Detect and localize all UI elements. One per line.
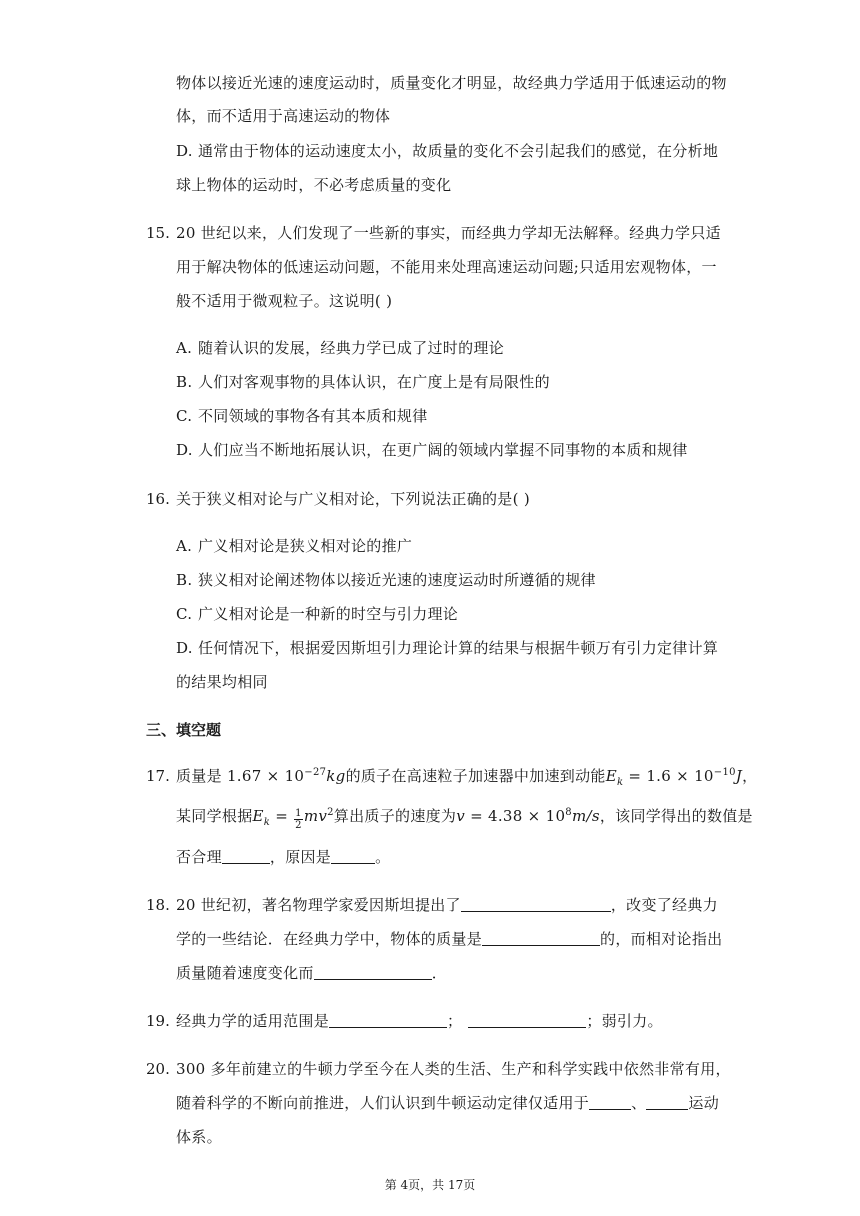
- mass-value: 1.67 × 10: [226, 767, 305, 785]
- q20-line1: 300 多年前建立的牛顿力学至今在人类的生活、生产和科学实践中依然非常有用，: [176, 1060, 731, 1078]
- q18-line1: [176, 895, 718, 915]
- q17-line2: [176, 806, 753, 831]
- option-text: 广义相对论是一种新的时空与引力理论: [198, 605, 459, 623]
- option-letter: B.: [176, 571, 193, 589]
- text: ，该同学得出的数值是: [599, 807, 753, 825]
- q20-number: 20.: [146, 1060, 170, 1078]
- q16-option-d: [176, 638, 718, 658]
- answer-blank[interactable]: [461, 896, 611, 912]
- option-letter: B.: [176, 373, 193, 391]
- option-text: 任何情况下，根据爱因斯坦引力理论计算的结果与根据牛顿万有引力定律计算: [198, 639, 719, 657]
- text: 算出质子的速度为: [333, 807, 457, 825]
- q14-option-d-line2: 球上物体的运动时，不必考虑质量的变化: [176, 176, 452, 194]
- q16-option-d-line2: 的结果均相同: [176, 673, 268, 691]
- fraction-numerator: 1: [295, 808, 302, 819]
- fraction-half: [294, 808, 303, 831]
- option-letter: D.: [176, 441, 193, 459]
- text: ；弱引力。: [586, 1012, 663, 1030]
- option-text: 随着认识的发展，经典力学已成了过时的理论: [198, 339, 505, 357]
- answer-blank[interactable]: [222, 848, 270, 864]
- q15-option-a: [176, 338, 504, 358]
- velocity-unit: m/s: [571, 807, 600, 825]
- q16-number: 16.: [146, 490, 170, 508]
- answer-blank[interactable]: [468, 1012, 586, 1028]
- q17-number: 17.: [146, 767, 170, 785]
- q14-option-d: [176, 141, 718, 161]
- text: ；: [447, 1012, 463, 1030]
- q19-number: 19.: [146, 1012, 170, 1030]
- q16-option-a: [176, 536, 412, 556]
- velocity-exponent: 8: [565, 807, 572, 818]
- mv-term: mv: [303, 807, 328, 825]
- q20-line3: 体系。: [176, 1128, 222, 1146]
- option-letter: C.: [176, 407, 193, 425]
- text: 质量随着速度变化而: [176, 964, 314, 982]
- q15-line2: 用于解决物体的低速运动问题，不能用来处理高速运动问题;只适用宏观物体，一: [176, 258, 717, 276]
- q15-option-c: [176, 406, 428, 426]
- text: ，改变了经典力: [610, 896, 718, 914]
- equals: =: [270, 807, 294, 825]
- text: 。: [375, 848, 391, 866]
- option-letter: A.: [176, 339, 193, 357]
- answer-blank[interactable]: [329, 1012, 447, 1028]
- text: 运动: [688, 1094, 720, 1112]
- velocity-symbol: v: [456, 807, 465, 825]
- text: 质量是: [176, 767, 227, 785]
- q18-line3: [176, 963, 447, 983]
- energy-symbol: E: [252, 807, 264, 825]
- q16-option-b: [176, 570, 596, 590]
- mass-unit: kg: [326, 767, 346, 785]
- mv-exponent: 2: [327, 807, 334, 818]
- q18-number: 18.: [146, 896, 170, 914]
- text: 某同学根据: [176, 807, 253, 825]
- energy-value: = 1.6 × 10: [623, 767, 714, 785]
- q17-line1: [176, 766, 757, 786]
- energy-subscript: k: [616, 777, 624, 788]
- option-text: 人们对客观事物的具体认识，在广度上是有局限性的: [198, 373, 550, 391]
- option-text: 狭义相对论阐述物体以接近光速的速度运动时所遵循的规律: [198, 571, 596, 589]
- text: 否合理: [176, 848, 222, 866]
- option-letter: A.: [176, 537, 193, 555]
- option-text: 不同领域的事物各有其本质和规律: [198, 407, 428, 425]
- answer-blank[interactable]: [646, 1094, 688, 1110]
- q15-number: 15.: [146, 224, 170, 242]
- text: 的，而相对论指出: [600, 930, 723, 948]
- q15-option-b: [176, 372, 550, 392]
- q15-line3: 般不适用于微观粒子。这说明( ): [176, 292, 393, 310]
- q17-line3: [176, 847, 390, 867]
- page-footer: 第 4页，共 17页: [384, 1178, 476, 1192]
- option-letter: D.: [176, 142, 193, 160]
- energy-exponent: −10: [713, 767, 736, 778]
- text: 经典力学的适用范围是: [176, 1012, 330, 1030]
- energy-unit: J: [735, 767, 743, 785]
- text: 、: [631, 1094, 647, 1112]
- q16-line1: 关于狭义相对论与广义相对论，下列说法正确的是( ): [176, 490, 530, 508]
- text: ．: [431, 964, 448, 982]
- answer-blank[interactable]: [482, 930, 600, 946]
- text: ，原因是: [269, 848, 332, 866]
- option-text: 通常由于物体的运动速度太小，故质量的变化不会引起我们的感觉，在分析地: [198, 142, 719, 160]
- answer-blank[interactable]: [314, 964, 432, 980]
- answer-blank[interactable]: [589, 1094, 631, 1110]
- q20-line2: [176, 1093, 719, 1113]
- fraction-denominator: 2: [295, 820, 302, 831]
- q18-line2: [176, 929, 722, 949]
- text: 20 世纪初，著名物理学家爱因斯坦提出了: [176, 896, 461, 914]
- energy-symbol: E: [605, 767, 617, 785]
- text: 的质子在高速粒子加速器中加速到动能: [345, 767, 606, 785]
- q15-line1: 20 世纪以来，人们发现了一些新的事实，而经典力学却无法解释。经典力学只适: [176, 224, 721, 242]
- q19-line1: [176, 1011, 663, 1031]
- text: 学的一些结论．在经典力学中，物体的质量是: [176, 930, 483, 948]
- section-heading: 三、填空题: [146, 721, 222, 739]
- option-letter: D.: [176, 639, 193, 657]
- q14-line2: 体，而不适用于高速运动的物体: [176, 107, 391, 125]
- q14-line1: 物体以接近光速的速度运动时，质量变化才明显，故经典力学适用于低速运动的物: [176, 74, 727, 92]
- text: ，: [742, 767, 758, 785]
- q16-option-c: [176, 604, 458, 624]
- q15-option-d: [176, 440, 688, 460]
- answer-blank[interactable]: [331, 848, 375, 864]
- velocity-value: = 4.38 × 10: [465, 807, 566, 825]
- text: 随着科学的不断向前推进，人们认识到牛顿运动定律仅适用于: [176, 1094, 590, 1112]
- mass-exponent: −27: [304, 767, 327, 778]
- energy-subscript: k: [263, 817, 271, 828]
- option-text: 广义相对论是狭义相对论的推广: [198, 537, 413, 555]
- option-text: 人们应当不断地拓展认识，在更广阔的领域内掌握不同事物的本质和规律: [198, 441, 688, 459]
- option-letter: C.: [176, 605, 193, 623]
